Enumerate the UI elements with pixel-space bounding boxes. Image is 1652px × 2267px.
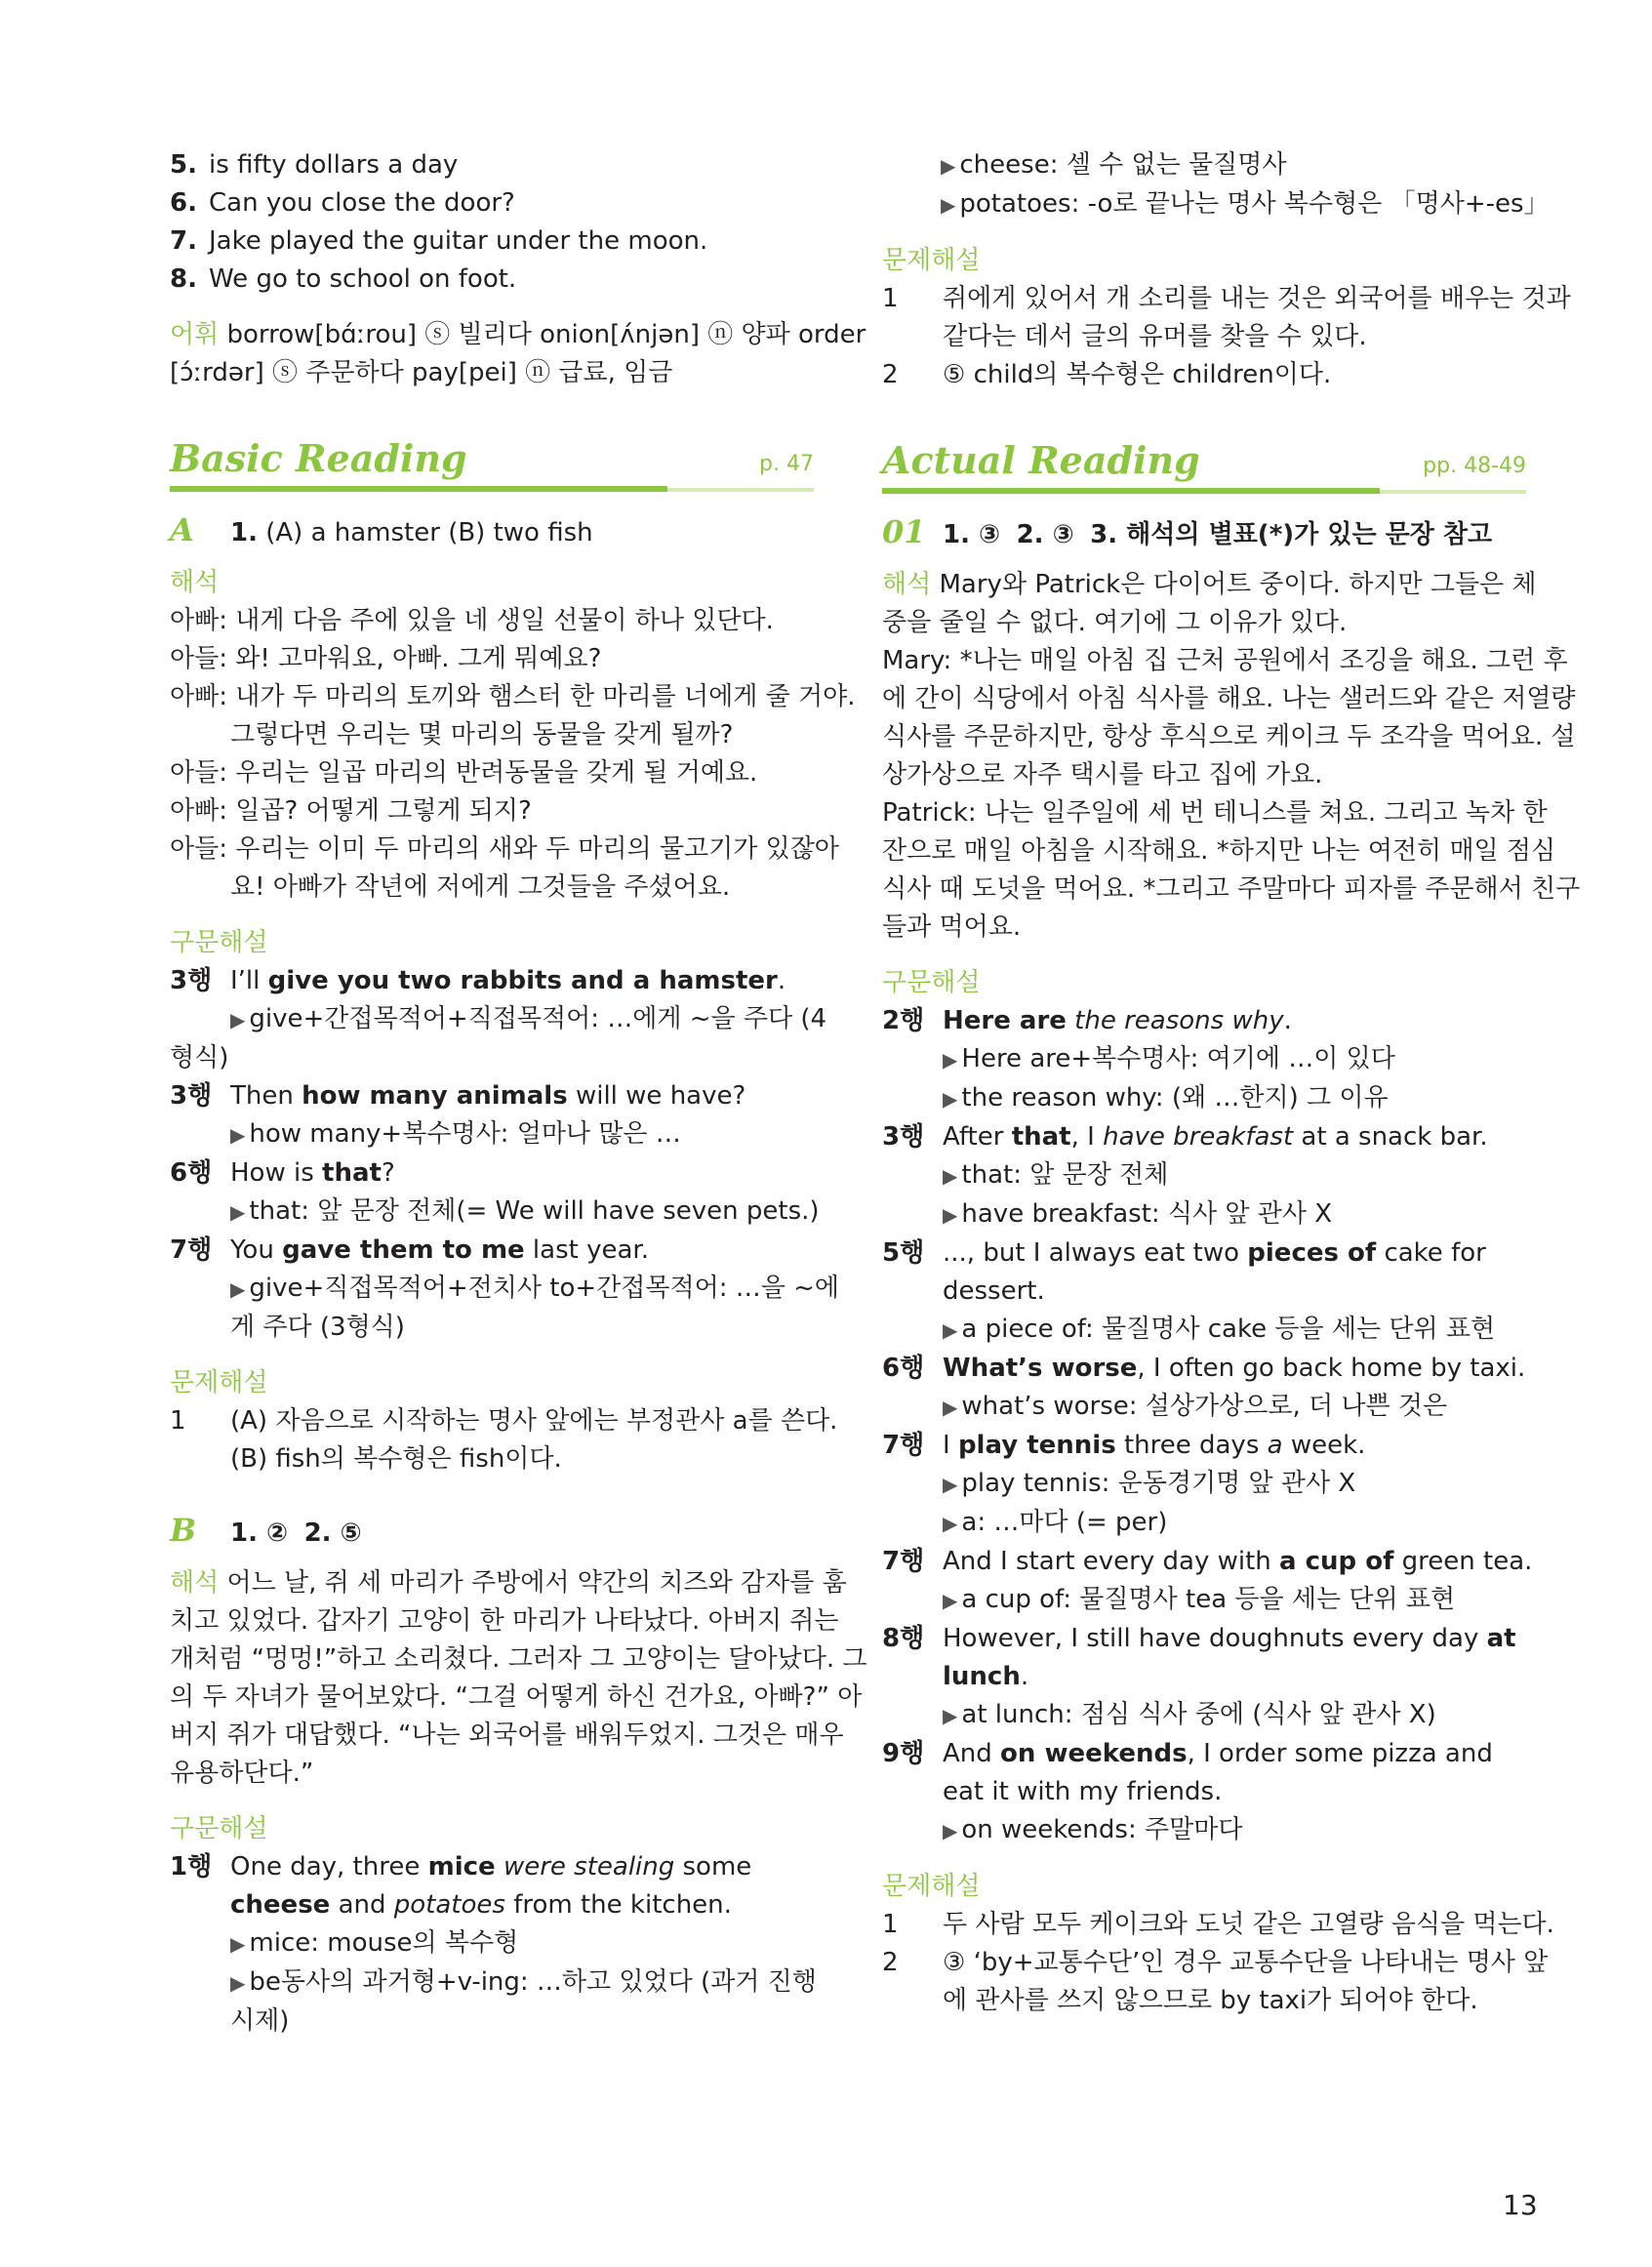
problem-item: 1 쥐에게 있어서 개 소리를 내는 것은 외국어를 배우는 것과 같다는 데서 글의 유머를 찾을 수 있다. — [882, 284, 1571, 351]
arrow-icon: ▶ — [230, 1008, 246, 1032]
arrow-icon: ▶ — [943, 1396, 958, 1419]
list-item: 7. Jake played the guitar under the moon. — [170, 226, 708, 256]
problem-item: 2 ③ ‘by+교통수단’인 경우 교통수단을 나타내는 명사 앞 에 관사를 쓰지 않으므로 by taxi가 되어야 한다. — [882, 1948, 1549, 2015]
right-column: ▶ cheese: 셀 수 없는 물질명사 ▶ potatoes: -o로 끝나는 명사 복수형은 「명사+-es」 문제해설 1 쥐에게 있어서 개 소리를 내는 것은 외국어를 배우는 것과 같다는 데서 글의 유머를 찾을 수 있다. 2 ⑤ child의 복수형은 children이다. Actual Reading pp. 48-49 01 1. ③ 2. ③ 3. 해석의 별표(*)가 있는 문장 참고 해석 Mary와 Patrick은 다이어트 중이다. 하지만 그들은 체 중을 줄일 수 없다. 여기에 그 이유가 있다. Mary: *나는 매일 아침 집 근처 공원에서 조깅을 해요. 그런 후 에 간이 식당에서 아침 식사를 해요. 나는 샐러드와 같은 저열량 식사를 주문하지만, 항상 후식으로 케이크 두 조각을 먹어요. 설 상가상으로 자주 택시를 타고 집에 가요. Patrick: 나는 일주일에 세 번 테니스를 쳐요. 그리고 녹차 한 잔으로 매일 아침을 시작해요. *하지만 나는 여전히 매일 점심 식사 때 도넛을 먹어요. *그리고 주말마다 피자를 주문해서 친구 들과 먹어요. 구문해설 2행 Here are the reasons why. ▶ Here are+복수명사: 여기에 …이 있다 ▶ the reason why: (왜 …한지) 그 이유 3행 After that, I have breakfast at a snack bar. ▶ that: 앞 문장 전체 ▶ have breakfast: 식사 앞 관사 X 5행 ..., but I always eat two pieces of cake for dessert. ▶ a piece of: 물질명사 cake 등을 세는 단위 표현 6행 What’s worse, I often go back home by taxi. ▶ what’s worse: 설상가상으로, 더 나쁜 것은 7행 I play tennis three days a week. ▶ play tennis: 운동경기명 앞 관사 X ▶ a: …마다 (= per) 7행 And I start every day with a cup of green tea. ▶ a cup of: 물질명사 tea 등을 세는 단위 표현 8행 However, I still have doughnuts every day at lunch. ▶ at lunch: 점심 식사 중에 (식사 앞 관사 X) 9행 And on weekends, I order some pizza and eat it with my friends. ▶ on weekends: 주말마다 문제해설 1 두 사람 모두 케이크와 도넛 같은 고열량 음식을 먹는다. 2 ③ ‘by+교통수단’인 경우 교통수단을 나타내는 명사 앞 에 관사를 쓰지 않으므로 by taxi가 되어야 한다. — [882, 146, 1526, 2020]
translation-label: 해석 — [170, 568, 220, 597]
arrow-icon: ▶ — [230, 1123, 246, 1147]
structure-item: 1행 One day, three mice were stealing some cheese and potatoes from the kitchen. ▶ mice: mouse의 복수형 ▶ be동사의 과거형+v-ing: …하고 있었다 (과거 진행 시제) — [170, 1852, 817, 2036]
translation-label: 해석 — [170, 1568, 220, 1598]
structure-item: 9행 And on weekends, I order some pizza and eat it with my friends. ▶ on weekends: 주말마다 — [882, 1739, 1493, 1844]
arrow-icon: ▶ — [943, 1704, 958, 1727]
translation-label: 해석 — [882, 570, 932, 599]
arrow-icon: ▶ — [943, 1318, 958, 1342]
list-item: 5. is fifty dollars a day — [170, 150, 459, 180]
problem-label: 문제해설 — [882, 1872, 981, 1901]
section-page-ref: p. 47 — [759, 452, 814, 476]
left-top-list — [170, 146, 814, 299]
structure-item: 7행 And I start every day with a cup of green tea. ▶ a cup of: 물질명사 tea 등을 세는 단위 표현 — [882, 1547, 1533, 1614]
list-item: 6. Can you close the door? — [170, 188, 515, 218]
problem-label: 문제해설 — [170, 1368, 268, 1397]
vocab-line: 어휘 borrow[bɑ́ːrou] ⓢ 빌리다 onion[ʌ́njən] ⓝ 양파 order — [170, 320, 866, 349]
structure-item: 7행 I play tennis three days a week. ▶ play tennis: 운동경기명 앞 관사 X ▶ a: …마다 (= per) — [882, 1431, 1366, 1537]
structure-item: 7행 You gave them to me last year. ▶ give+직접목적어+전치사 to+간접목적어: …을 ~에 게 주다 (3형식) — [170, 1235, 840, 1342]
problem-item: 2 ⑤ child의 복수형은 children이다. — [882, 360, 1332, 389]
basic-reading-header — [170, 431, 814, 492]
problem-label: 문제해설 — [882, 246, 981, 275]
page-number: 13 — [1503, 2189, 1538, 2221]
arrow-icon: ▶ — [230, 1932, 246, 1956]
arrow-icon: ▶ — [943, 1164, 958, 1188]
arrow-icon: ▶ — [943, 1512, 958, 1535]
structure-label: 구문해설 — [170, 928, 268, 957]
structure-label: 구문해설 — [170, 1814, 268, 1843]
answer-a: A 1. (A) a hamster (B) two fish — [170, 511, 593, 548]
vocab-line: [ɔ́ːrdər] ⓢ 주문하다 pay[pei] ⓝ 급료, 임금 — [170, 358, 673, 387]
structure-item: 3행 I’ll give you two rabbits and a hamster. ▶ give+간접목적어+직접목적어: …에게 ~을 주다 (4 — [170, 966, 827, 1033]
arrow-icon: ▶ — [943, 1473, 958, 1496]
arrow-icon: ▶ — [941, 154, 956, 178]
section-page-ref: pp. 48-49 — [1423, 454, 1526, 478]
problem-item: 1 두 사람 모두 케이크와 도넛 같은 고열량 음식을 먹는다. — [882, 1910, 1554, 1939]
problem-item: 1 (A) 자음으로 시작하는 명사 앞에는 부정관사 a를 쓴다. (B) fish의 복수형은 fish이다. — [170, 1406, 838, 1474]
structure-item: 3행 Then how many animals will we have? ▶ how many+복수명사: 얼마나 많은 … — [170, 1081, 746, 1149]
structure-item: 5행 ..., but I always eat two pieces of cake for dessert. ▶ a piece of: 물질명사 cake 등을 세는 단위 표현 — [882, 1238, 1496, 1344]
arrow-icon: ▶ — [943, 1087, 958, 1111]
structure-label: 구문해설 — [882, 968, 981, 997]
arrow-icon: ▶ — [230, 1971, 246, 1995]
structure-item: 2행 Here are the reasons why. ▶ Here are+복수명사: 여기에 …이 있다 ▶ the reason why: (왜 …한지) 그 이유 — [882, 1006, 1395, 1113]
structure-item: 6행 What’s worse, I often go back home by taxi. ▶ what’s worse: 설상가상으로, 더 나쁜 것은 — [882, 1354, 1526, 1421]
header-underline — [170, 486, 667, 492]
arrow-icon: ▶ — [230, 1277, 246, 1301]
arrow-icon: ▶ — [943, 1589, 958, 1612]
answer-b: B 1. ② 2. ⑤ — [170, 1512, 362, 1549]
section-title: Actual Reading — [882, 438, 1200, 482]
answer-01: 01 1. ③ 2. ③ 3. 해석의 별표(*)가 있는 문장 참고 — [882, 513, 1493, 550]
structure-item: 8행 However, I still have doughnuts every day at lunch. ▶ at lunch: 점심 식사 중에 (식사 앞 관사 X) — [882, 1624, 1516, 1729]
arrow-icon: ▶ — [230, 1200, 246, 1224]
arrow-icon: ▶ — [943, 1203, 958, 1227]
section-title: Basic Reading — [170, 436, 467, 480]
list-item: 8. We go to school on foot. — [170, 264, 517, 294]
actual-reading-header — [882, 433, 1526, 494]
dialog: 아빠: 내게 다음 주에 있을 네 생일 선물이 하나 있단다. 아들: 와! 고마워요, 아빠. 그게 뭐예요? 아빠: 내가 두 마리의 토끼와 햄스터 한 마리를 너에게 줄 거야. 그렇다면 우리는 몇 마리의 동물을 갖게 될까? 아들: 우리는 일곱 마리의 반려동물을 갖게 될 거예요. 아빠: 일곱? 어떻게 그렇게 되지? 아들: 우리는 이미 두 마리의 새와 두 마리의 물고기가 있잖아 요! 아빠가 작년에 저에게 그것들을 주셨어요. — [170, 606, 856, 902]
structure-item: 6행 How is that? ▶ that: 앞 문장 전체(= We will have seven pets.) — [170, 1158, 820, 1226]
arrow-icon: ▶ — [941, 193, 956, 217]
arrow-icon: ▶ — [943, 1048, 958, 1072]
structure-item: 3행 After that, I have breakfast at a snack bar. ▶ that: 앞 문장 전체 ▶ have breakfast: 식사 앞 관사 X — [882, 1122, 1488, 1229]
vocab-label: 어휘 — [170, 320, 220, 349]
header-underline — [882, 488, 1380, 494]
arrow-icon: ▶ — [943, 1819, 958, 1842]
left-column: 5. is fifty dollars a day 6. Can you close the door? 7. Jake played the guitar under the moon. 8. We go to school on foot. 어휘 borrow[bɑ́ːrou] ⓢ 빌리다 onion[ʌ́njən] ⓝ 양파 order [ɔ́ːrdər] ⓢ 주문하다 pay[pei] ⓝ 급료, 임금 Basic Reading p. 47 A 1. (A) a hamster (B) two fish 해석 아빠: 내게 다음 주에 있을 네 생일 선물이 하나 있단다. 아들: 와! 고마워요, 아빠. 그게 뭐예요? 아빠: 내가 두 마리의 토끼와 햄스터 한 마리를 너에게 줄 거야. 그렇다면 우리는 몇 마리의 동물을 갖게 될까? 아들: 우리는 일곱 마리의 반려동물을 갖게 될 거예요. 아빠: 일곱? 어떻게 그렇게 되지? 아들: 우리는 이미 두 마리의 새와 두 마리의 물고기가 있잖아 요! 아빠가 작년에 저에게 그것들을 주셨어요. 구문해설 3행 I’ll give you two rabbits and a hamster. ▶ give+간접목적어+직접목적어: …에게 ~을 주다 (4 형식) 3행 Then how many animals will we have? ▶ how many+복수명사: 얼마나 많은 … 6행 How is that? ▶ that: 앞 문장 전체(= We will have seven pets.) 7행 You gave them to me last year. ▶ give+직접목적어+전치사 to+간접목적어: …을 ~에 게 주다 (3형식) 문제해설 1 (A) 자음으로 시작하는 명사 앞에는 부정관사 a를 쓴다. (B) fish의 복수형은 fish이다. B 1. ② 2. ⑤ 해석 어느 날, 쥐 세 마리가 주방에서 약간의 치즈와 감자를 훔 치고 있었다. 갑자기 고양이 한 마리가 나타났다. 아버지 쥐는 개처럼 “멍멍!”하고 소리쳤다. 그러자 그 고양이는 달아났다. 그 의 두 자녀가 물어보았다. “그걸 어떻게 하신 건가요, 아빠?” 아 버지 쥐가 대답했다. “나는 외국어를 배워두었지. 그것은 매우 유용하단다.” 구문해설 1행 One day, three mice were stealing some cheese and potatoes from the kitchen. ▶ mice: mouse의 복수형 ▶ be동사의 과거형+v-ing: …하고 있었다 (과거 진행 시제) — [170, 146, 814, 2041]
